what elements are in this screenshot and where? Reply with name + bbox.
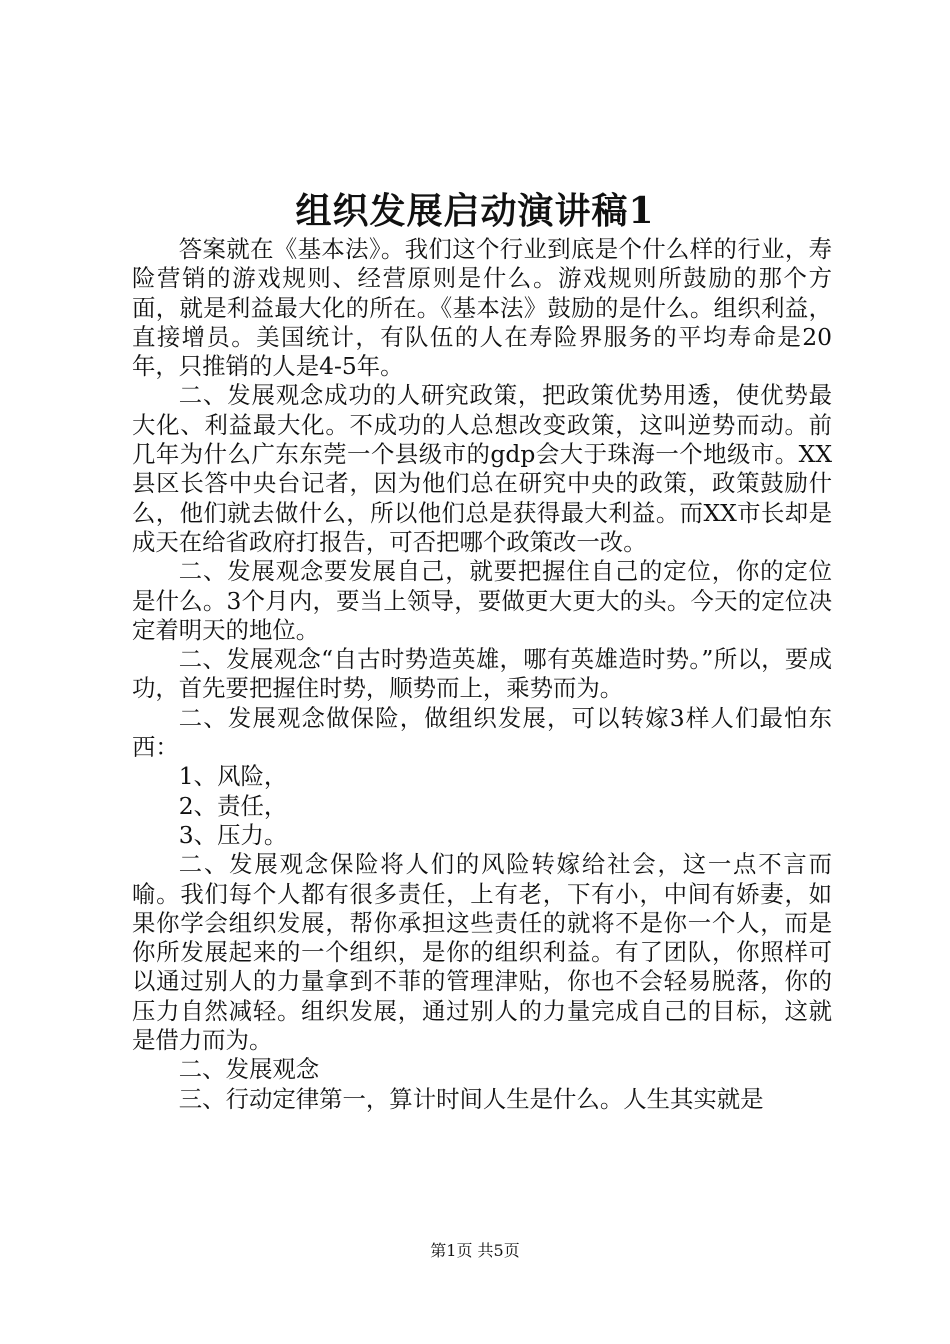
paragraph: 二、发展观念要发展自己，就要把握住自己的定位，你的定位是什么。3个月内，要当上领导，要做更大更大的头。今天的定位决定着明天的地位。 <box>132 557 832 644</box>
document-title: 组织发展启动演讲稿1 <box>295 190 655 232</box>
paragraph: 二、发展观念“自古时势造英雄，哪有英雄造时势。”所以，要成功，首先要把握住时势，顺势而上，乘势而为。 <box>132 645 832 703</box>
paragraph: 二、发展观念成功的人研究政策，把政策优势用透，使优势最大化、利益最大化。不成功的人总想改变政策，这叫逆势而动。前几年为什么广东东莞一个县级市的gdp会大于珠海一个地级市。XX县区长答中央台记者，因为他们总在研究中央的政策，政策鼓励什么，他们就去做什么，所以他们总是获得最大利益。而XX市长却是成天在给省政府打报告，可否把哪个政策改一改。 <box>132 381 832 556</box>
paragraph: 二、发展观念保险将人们的风险转嫁给社会，这一点不言而喻。我们每个人都有很多责任，上有老，下有小，中间有娇妻，如果你学会组织发展，帮你承担这些责任的就将不是你一个人，而是你所发展起来的一个组织，是你的组织利益。有了团队，你照样可以通过别人的力量拿到不菲的管理津贴，你也不会轻易脱落，你的压力自然减轻。组织发展，通过别人的力量完成自己的目标，这就是借力而为。 <box>132 850 832 1055</box>
list-item: 3、压力。 <box>178 820 288 849</box>
paragraph: 三、行动定律第一，算计时间人生是什么。人生其实就是 <box>178 1084 764 1113</box>
document-body <box>132 235 832 1114</box>
page-footer: 第1页 共5页 <box>430 1241 520 1260</box>
list-item: 1、风险， <box>178 762 288 791</box>
list-item: 2、责任， <box>178 791 288 820</box>
paragraph: 二、发展观念 <box>178 1055 320 1084</box>
paragraph: 答案就在《基本法》。我们这个行业到底是个什么样的行业，寿险营销的游戏规则、经营原则是什么。游戏规则所鼓励的那个方面，就是利益最大化的所在。《基本法》鼓励的是什么。组织利益，直接增员。美国统计，有队伍的人在寿险界服务的平均寿命是20年，只推销的人是4-5年。 <box>132 235 832 381</box>
paragraph: 二、发展观念做保险，做组织发展，可以转嫁3样人们最怕东西： <box>132 703 832 762</box>
